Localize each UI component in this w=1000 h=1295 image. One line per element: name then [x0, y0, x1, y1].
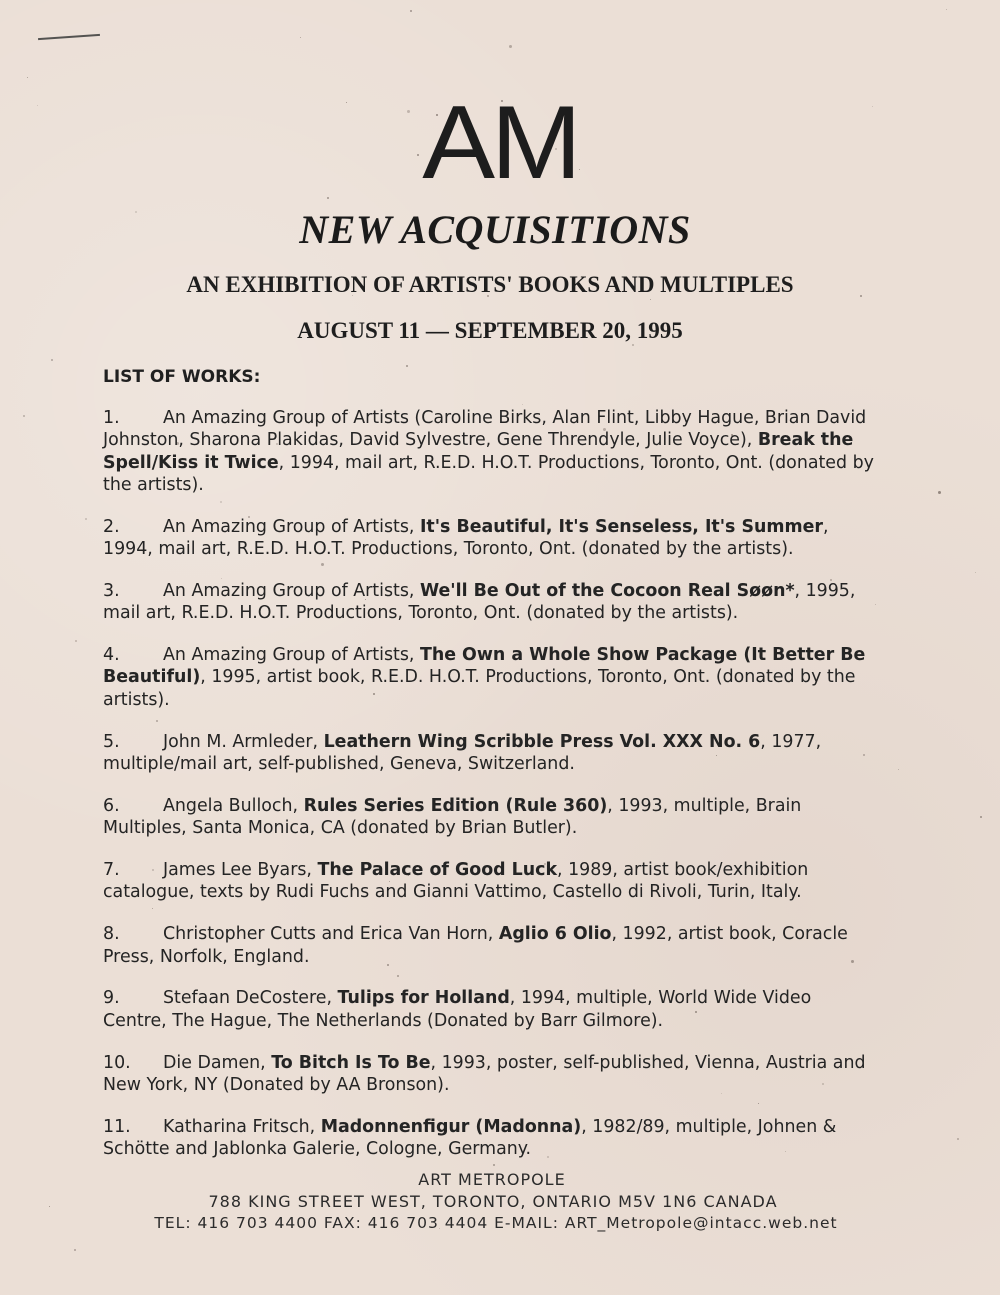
- paper-speck: [975, 572, 976, 573]
- work-artists: John M. Armleder,: [163, 731, 324, 752]
- work-details: , 1993, poster, self-published, Vienna, Austria and New York, NY (Donated by AA Bronson).: [103, 1052, 866, 1095]
- paper-speck: [75, 640, 77, 642]
- work-title: To Bitch Is To Be: [271, 1052, 431, 1073]
- work-details: , 1994, mail art, R.E.D. H.O.T. Productions, Toronto, Ont. (donated by the artists).: [103, 516, 829, 560]
- work-number: 4.: [103, 645, 120, 666]
- work-number: 8.: [103, 924, 120, 945]
- paper-speck: [51, 359, 53, 361]
- work-details: , 1995, artist book, R.E.D. H.O.T. Productions, Toronto, Ont. (donated by the artists).: [103, 667, 856, 710]
- work-item: [103, 580, 878, 625]
- work-details: , 1989, artist book/exhibition catalogue, texts by Rudi Fuchs and Gianni Vattimo, Castello di Rivoli, Turin, Italy.: [103, 860, 809, 903]
- work-artists: An Amazing Group of Artists,: [163, 516, 420, 537]
- footer-organization: ART METROPOLE: [418, 1170, 566, 1189]
- work-item: [103, 987, 878, 1032]
- work-title: Aglio 6 Olio: [498, 924, 612, 945]
- work-artists: An Amazing Group of Artists,: [163, 580, 420, 601]
- work-artists: Angela Bulloch,: [163, 795, 304, 816]
- work-number: 1.: [103, 408, 120, 428]
- work-title: Leathern Wing Scribble Press Vol. XXX No. 6: [323, 731, 761, 752]
- work-title: Madonnenfigur (Madonna): [320, 1116, 582, 1137]
- work-title: Break the Spell/Kiss it Twice: [103, 430, 854, 473]
- work-number: 2.: [103, 516, 120, 537]
- work-number: 7.: [103, 860, 120, 881]
- work-artists: An Amazing Group of Artists,: [163, 645, 420, 666]
- work-item: [103, 923, 878, 968]
- work-artists: James Lee Byars,: [163, 860, 318, 881]
- work-title: We'll Be Out of the Cocoon Real Søøn*: [419, 580, 795, 601]
- paper-speck: [23, 415, 25, 417]
- work-artists: Die Damen,: [163, 1052, 272, 1073]
- paper-speck: [85, 518, 87, 520]
- work-number: 3.: [103, 580, 120, 601]
- paper-speck: [300, 37, 301, 38]
- work-item: [103, 731, 878, 776]
- paper-speck: [946, 9, 947, 10]
- page-title: NEW ACQUISITIONS: [299, 207, 691, 252]
- work-number: 6.: [103, 795, 120, 816]
- paper-speck: [27, 77, 28, 78]
- work-title: Tulips for Holland: [337, 988, 510, 1009]
- work-title: Rules Series Edition (Rule 360): [303, 795, 608, 816]
- work-item: [103, 795, 878, 840]
- paper-speck: [74, 1249, 76, 1251]
- paper-speck: [938, 491, 941, 494]
- paper-speck: [406, 365, 408, 367]
- work-item: [103, 1052, 878, 1097]
- work-details: , 1995, mail art, R.E.D. H.O.T. Productions, Toronto, Ont. (donated by the artists).: [103, 580, 856, 624]
- work-title: The Palace of Good Luck: [317, 860, 558, 881]
- work-details: , 1982/89, multiple, Johnen & Schötte and Jablonka Galerie, Cologne, Germany.: [103, 1116, 837, 1160]
- work-details: , 1994, multiple, World Wide Video Centre, The Hague, The Netherlands (Donated by Barr Gilmore).: [103, 988, 812, 1031]
- work-item: [103, 407, 878, 496]
- work-artists: Stefaan DeCostere,: [163, 988, 338, 1009]
- work-details: , 1994, mail art, R.E.D. H.O.T. Productions, Toronto, Ont. (donated by the artists).: [103, 452, 874, 495]
- list-heading: LIST OF WORKS:: [103, 367, 261, 387]
- exhibition-subtitle: AN EXHIBITION OF ARTISTS' BOOKS AND MULTIPLES: [186, 272, 794, 297]
- paper-speck: [957, 1138, 959, 1140]
- paper-speck: [509, 45, 512, 48]
- work-details: , 1992, artist book, Coracle Press, Norfolk, England.: [103, 924, 848, 967]
- work-details: , 1993, multiple, Brain Multiples, Santa Monica, CA (donated by Brian Butler).: [103, 795, 802, 839]
- footer-address: 788 KING STREET WEST, TORONTO, ONTARIO M5V 1N6 CANADA: [208, 1192, 778, 1211]
- work-artists: Katharina Fritsch,: [163, 1116, 321, 1137]
- paper-speck: [410, 10, 412, 12]
- work-number: 11.: [103, 1116, 131, 1137]
- work-number: 5.: [103, 731, 120, 752]
- work-artists: Christopher Cutts and Erica Van Horn,: [163, 924, 499, 945]
- work-number: 10.: [103, 1052, 131, 1073]
- exhibition-dates: AUGUST 11 — SEPTEMBER 20, 1995: [297, 318, 683, 343]
- paper-speck: [898, 769, 899, 770]
- work-item: [103, 644, 878, 711]
- work-title: The Own a Whole Show Package (It Better Be Beautiful): [103, 645, 866, 688]
- footer-contact: TEL: 416 703 4400 FAX: 416 703 4404 E-MAIL: ART_Metropole@intacc.web.net: [154, 1214, 838, 1232]
- works-list: [103, 407, 878, 1180]
- work-artists: An Amazing Group of Artists (Caroline Birks, Alan Flint, Libby Hague, Brian David Johnston, Sharona Plakidas, David Sylvestre, Gene Threndyle, Julie Voyce),: [103, 408, 867, 451]
- work-number: 9.: [103, 988, 120, 1009]
- work-item: [103, 859, 878, 904]
- work-title: It's Beautiful, It's Senseless, It's Summer: [419, 516, 823, 537]
- logo-am: AM: [422, 85, 578, 201]
- work-item: [103, 516, 878, 561]
- work-item: [103, 1116, 878, 1161]
- work-details: , 1977, multiple/mail art, self-published, Geneva, Switzerland.: [103, 731, 822, 774]
- paper-speck: [522, 404, 523, 405]
- paper-speck: [980, 816, 982, 818]
